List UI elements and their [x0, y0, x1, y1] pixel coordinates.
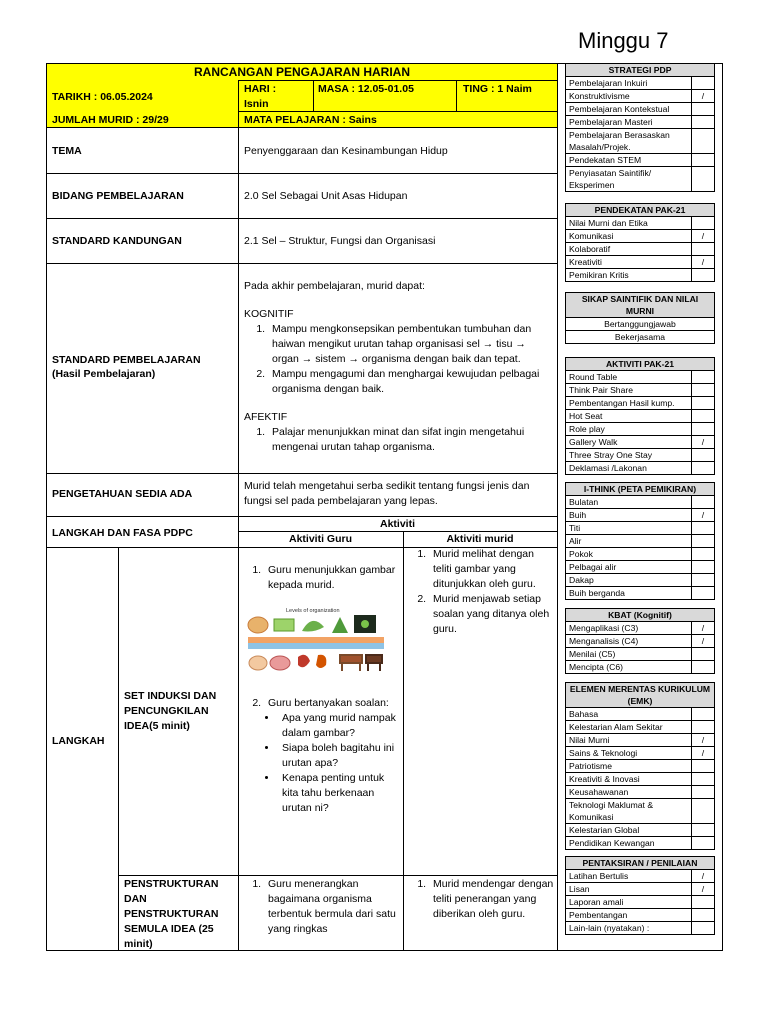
guru-question: • Apa yang murid nampak dalam gambar? — [278, 711, 400, 741]
checklist-row — [565, 436, 715, 449]
checklist-row — [565, 883, 715, 896]
checkbox-cell[interactable] — [692, 837, 714, 849]
panel-pentaksiran-penilaian — [565, 856, 715, 935]
checkbox-cell[interactable] — [692, 909, 714, 921]
checkbox-cell[interactable] — [692, 423, 714, 435]
checklist-label: Gallery Walk — [566, 436, 692, 448]
checkbox-cell[interactable] — [692, 721, 714, 733]
langkah-fasa-label: LANGKAH DAN FASA PDPC — [52, 527, 193, 539]
checkbox-cell[interactable]: / — [701, 437, 705, 447]
sp-kognitif: KOGNITIF — [244, 308, 294, 320]
checkbox-cell[interactable] — [692, 449, 714, 461]
checklist-row — [565, 622, 715, 635]
checklist-label: Buih berganda — [566, 587, 692, 599]
checklist-label: Pembentangan — [566, 909, 692, 921]
checklist-label: Penyiasatan Saintifik/ Eksperimen — [566, 167, 692, 191]
checklist-row — [565, 661, 715, 674]
sp-label-line2: (Hasil Pembelajaran) — [52, 368, 156, 380]
checklist-label: Dakap — [566, 574, 692, 586]
checklist-label: Kolaboratif — [566, 243, 692, 255]
langkah-label: LANGKAH — [52, 735, 105, 747]
checklist-row — [565, 909, 715, 922]
checklist-row — [565, 384, 715, 397]
sp-label-line1: STANDARD PEMBELAJARAN — [52, 354, 201, 366]
checklist-row — [565, 371, 715, 384]
standard-pembelajaran-content — [244, 279, 552, 455]
checklist-row — [565, 635, 715, 648]
guru-question: • Siapa boleh bagitahu ini urutan apa? — [278, 741, 400, 771]
checklist-label: Laporan amali — [566, 896, 692, 908]
checkbox-cell[interactable] — [692, 167, 714, 191]
checkbox-cell[interactable] — [692, 548, 714, 560]
checklist-label: Hot Seat — [566, 410, 692, 422]
murid-step: 2. Murid menjawab setiap soalan yang ditanya oleh guru. — [429, 592, 555, 637]
guru-set-step2 — [240, 696, 400, 816]
checkbox-cell[interactable] — [692, 760, 714, 772]
aktiviti-murid-label: Aktiviti murid — [446, 533, 514, 545]
panel-title: PENTAKSIRAN / PENILAIAN — [565, 856, 715, 870]
murid-step: 1. Murid melihat dengan teliti gambar yang ditunjukkan oleh guru. — [429, 547, 555, 592]
panel-title: KBAT (Kognitif) — [565, 608, 715, 622]
checkbox-cell[interactable] — [692, 773, 714, 785]
checkbox-cell[interactable] — [692, 587, 714, 599]
checklist-label: Pokok — [566, 548, 692, 560]
checkbox-cell[interactable] — [692, 648, 714, 660]
sp-afektif: AFEKTIF — [244, 411, 288, 423]
checklist-label: Mencipta (C6) — [566, 661, 692, 673]
checklist-row — [565, 462, 715, 475]
checkbox-cell[interactable] — [692, 708, 714, 720]
checkbox-cell[interactable]: / — [701, 510, 705, 520]
checklist-row — [565, 799, 715, 824]
murid-set — [405, 547, 555, 637]
checkbox-cell[interactable] — [692, 574, 714, 586]
standard-pembelajaran-label — [52, 353, 201, 381]
checklist-label: Sains & Teknologi — [566, 747, 692, 759]
penstrukturan-label: PENSTRUKTURAN DAN PENSTRUKTURAN SEMULA IDEA (25 minit) — [124, 878, 219, 950]
checklist-label: Role play — [566, 423, 692, 435]
checklist-row — [565, 116, 715, 129]
checkbox-cell[interactable] — [692, 522, 714, 534]
checkbox-cell[interactable]: / — [701, 884, 705, 894]
checklist-row — [565, 154, 715, 167]
checkbox-cell[interactable] — [692, 371, 714, 383]
checklist-label: Pembelajaran Berasaskan Masalah/Projek. — [566, 129, 692, 153]
checkbox-cell[interactable]: / — [701, 871, 705, 881]
mata-pelajaran: MATA PELAJARAN : Sains — [244, 114, 377, 126]
checklist-label: Titi — [566, 522, 692, 534]
panel-title: AKTIVITI PAK-21 — [565, 357, 715, 371]
checklist-label: Pembelajaran Kontekstual — [566, 103, 692, 115]
checkbox-cell[interactable]: / — [701, 623, 705, 633]
checklist-row — [565, 574, 715, 587]
checklist-row — [565, 548, 715, 561]
pengetahuan-value: Murid telah mengetahui serba sedikit tentang fungsi jenis dan fungsi sel pada pembelajaran yang lepas. — [244, 480, 530, 507]
checkbox-cell[interactable] — [692, 154, 714, 166]
checklist-row — [565, 922, 715, 935]
masa: MASA : 12.05-01.05 — [318, 83, 414, 95]
guru-step: 2. Guru bertanyakan soalan: — [264, 696, 400, 711]
week-label: Minggu 7 — [578, 28, 669, 53]
set-induksi-label: SET INDUKSI DAN PENCUNGKILAN IDEA(5 minit) — [124, 690, 217, 732]
sp-kognitif-item: 1. Mampu mengkonsepsikan pembentukan tumbuhan dan haiwan mengikut urutan tahap organisasi sel → tisu → organ → sistem → organisma dengan baik dan tepat. — [268, 322, 552, 367]
checklist-label: Keusahawanan — [566, 786, 692, 798]
panel-kbat-kognitif — [565, 608, 715, 674]
panel-sikap-saintifik-dan-nilai-murni — [565, 292, 715, 344]
checklist-label: Lisan — [566, 883, 692, 895]
checklist-row — [565, 535, 715, 548]
checklist-row — [565, 103, 715, 116]
panel-elemen-merentas-kurikulum-emk — [565, 682, 715, 850]
panel-title: SIKAP SAINTIFIK DAN NILAI MURNI — [565, 292, 715, 318]
checklist-label: Lain-lain (nyatakan) : — [566, 922, 692, 934]
guru-penstrukturan — [240, 877, 400, 937]
tema-label: TEMA — [52, 145, 82, 157]
checklist-label: Pelbagai alir — [566, 561, 692, 573]
checkbox-cell[interactable] — [692, 243, 714, 255]
checklist-row — [565, 509, 715, 522]
checkbox-cell[interactable] — [692, 129, 714, 153]
checkbox-cell[interactable] — [692, 77, 714, 89]
murid-step: 1. Murid mendengar dengan teliti penerangan yang diberikan oleh guru. — [429, 877, 555, 922]
checklist-label: Konstruktivisme — [566, 90, 692, 102]
checkbox-cell[interactable] — [692, 269, 714, 281]
pengetahuan-label: PENGETAHUAN SEDIA ADA — [52, 488, 193, 500]
checkbox-cell[interactable] — [692, 561, 714, 573]
checklist-row — [565, 318, 715, 331]
checklist-row — [565, 786, 715, 799]
checkbox-cell[interactable]: / — [701, 91, 705, 101]
checklist-row — [565, 522, 715, 535]
tema-value: Penyenggaraan dan Kesinambungan Hidup — [244, 145, 448, 157]
checkbox-cell[interactable] — [692, 397, 714, 409]
checkbox-cell[interactable] — [692, 799, 714, 823]
checklist-label: Pendidikan Kewangan — [566, 837, 692, 849]
checklist-label: Teknologi Maklumat & Komunikasi — [566, 799, 692, 823]
checklist-row — [565, 269, 715, 282]
checkbox-cell[interactable]: / — [701, 748, 705, 758]
plan-title: RANCANGAN PENGAJARAN HARIAN — [193, 65, 410, 79]
checklist-label: Menilai (C5) — [566, 648, 692, 660]
checklist-row — [565, 870, 715, 883]
checklist-label: Menganalisis (C4) — [566, 635, 692, 647]
checklist-label: Kelestarian Alam Sekitar — [566, 721, 692, 733]
panel-title: ELEMEN MERENTAS KURIKULUM (EMK) — [565, 682, 715, 708]
checklist-label: Think Pair Share — [566, 384, 692, 396]
checklist-label: Pembentangan Hasil kump. — [566, 397, 692, 409]
checklist-label: Pemikiran Kritis — [566, 269, 692, 281]
checkbox-cell[interactable] — [692, 116, 714, 128]
panel-strategi-pdp — [565, 63, 715, 192]
checklist-label: Bulatan — [566, 496, 692, 508]
checklist-row — [565, 747, 715, 760]
checklist-label: Nilai Murni dan Etika — [566, 217, 692, 229]
checklist-label: Bertanggungjawab — [604, 319, 676, 329]
checklist-row — [565, 648, 715, 661]
panel-i-think-peta-pemikiran — [565, 482, 715, 600]
checkbox-cell[interactable]: / — [701, 735, 705, 745]
panel-title: PENDEKATAN PAK-21 — [565, 203, 715, 217]
jumlah-murid: JUMLAH MURID : 29/29 — [52, 114, 169, 126]
checklist-row — [565, 760, 715, 773]
checkbox-cell[interactable] — [692, 922, 714, 934]
checkbox-cell[interactable] — [692, 103, 714, 115]
image-title: Levels of organization — [286, 608, 340, 614]
checklist-label: Mengaplikasi (C3) — [566, 622, 692, 634]
tarikh: TARIKH : 06.05.2024 — [52, 91, 153, 103]
sp-kognitif-item: 2. Mampu mengagumi dan menghargai kewujudan pelbagai organisma dengan baik. — [268, 367, 552, 397]
ting: TING : 1 Naim — [463, 83, 532, 95]
guru-step: 1. Guru menerangkan bagaimana organisma terbentuk bermula dari satu yang ringkas — [264, 877, 400, 937]
standard-kandungan-value: 2.1 Sel – Struktur, Fungsi dan Organisasi — [244, 235, 436, 247]
checkbox-cell[interactable]: / — [701, 231, 705, 241]
checkbox-cell[interactable] — [692, 786, 714, 798]
checklist-label: Kelestarian Global — [566, 824, 692, 836]
checklist-row — [565, 397, 715, 410]
aktiviti-guru-label: Aktiviti Guru — [288, 533, 352, 545]
checklist-row — [565, 837, 715, 850]
bidang-label: BIDANG PEMBELAJARAN — [52, 190, 184, 202]
checklist-row — [565, 824, 715, 837]
checklist-row — [565, 708, 715, 721]
checklist-label: Pendekatan STEM — [566, 154, 692, 166]
checklist-row — [565, 449, 715, 462]
panel-title: STRATEGI PDP — [565, 63, 715, 77]
checklist-row — [565, 129, 715, 154]
checklist-label: Pembelajaran Masteri — [566, 116, 692, 128]
standard-kandungan-label: STANDARD KANDUNGAN — [52, 235, 182, 247]
murid-penstrukturan — [405, 877, 555, 922]
checklist-label: Bekerjasama — [614, 332, 666, 342]
checklist-label: Nilai Murni — [566, 734, 692, 746]
hari-label: HARI : — [244, 83, 277, 95]
checklist-row — [565, 721, 715, 734]
checkbox-cell[interactable] — [692, 217, 714, 229]
guru-question: • Kenapa penting untuk kita tahu berkenaan urutan ni? — [278, 771, 400, 816]
panel-aktiviti-pak-21 — [565, 357, 715, 475]
checklist-row — [565, 423, 715, 436]
aktiviti-label: Aktiviti — [379, 518, 415, 530]
checklist-row — [565, 410, 715, 423]
checklist-row — [565, 77, 715, 90]
checkbox-cell[interactable] — [692, 824, 714, 836]
panel-title: I-THINK (PETA PEMIKIRAN) — [565, 482, 715, 496]
checklist-row — [565, 331, 715, 344]
checklist-label: Three Stray One Stay — [566, 449, 692, 461]
sp-intro: Pada akhir pembelajaran, murid dapat: — [244, 280, 425, 292]
checklist-row — [565, 773, 715, 786]
hari-value: Isnin — [244, 98, 269, 110]
organization-diagram-icon — [244, 605, 389, 677]
checkbox-cell[interactable]: / — [701, 257, 705, 267]
checklist-row — [565, 896, 715, 909]
checklist-label: Kreativiti — [566, 256, 692, 268]
checklist-row — [565, 587, 715, 600]
guru-step: 1. Guru menunjukkan gambar kepada murid. — [264, 563, 400, 593]
checklist-row — [565, 217, 715, 230]
checklist-label: Buih — [566, 509, 692, 521]
checklist-label: Patriotisme — [566, 760, 692, 772]
sp-afektif-item: 1. Palajar menunjukkan minat dan sifat ingin mengetahui mengenai urutan tahap organisma. — [268, 425, 552, 455]
checkbox-cell[interactable] — [692, 410, 714, 422]
checkbox-cell[interactable] — [692, 535, 714, 547]
checkbox-cell[interactable] — [692, 462, 714, 474]
checklist-row — [565, 167, 715, 192]
bidang-value: 2.0 Sel Sebagai Unit Asas Hidupan — [244, 190, 408, 202]
checkbox-cell[interactable] — [692, 496, 714, 508]
checklist-label: Kreativiti & Inovasi — [566, 773, 692, 785]
checklist-label: Round Table — [566, 371, 692, 383]
checkbox-cell[interactable] — [692, 661, 714, 673]
checklist-row — [565, 734, 715, 747]
checklist-row — [565, 496, 715, 509]
checklist-label: Pembelajaran Inkuiri — [566, 77, 692, 89]
checklist-row — [565, 90, 715, 103]
checkbox-cell[interactable]: / — [701, 636, 705, 646]
checklist-label: Latihan Bertulis — [566, 870, 692, 882]
checklist-row — [565, 230, 715, 243]
checklist-row — [565, 243, 715, 256]
checklist-label: Alir — [566, 535, 692, 547]
guru-set-step1 — [240, 563, 400, 593]
checklist-label: Bahasa — [566, 708, 692, 720]
checklist-row — [565, 256, 715, 269]
checklist-label: Deklamasi /Lakonan — [566, 462, 692, 474]
checkbox-cell[interactable] — [692, 896, 714, 908]
panel-pendekatan-pak-21 — [565, 203, 715, 282]
checklist-row — [565, 561, 715, 574]
levels-of-organization-image — [244, 605, 389, 677]
checkbox-cell[interactable] — [692, 384, 714, 396]
checklist-label: Komunikasi — [566, 230, 692, 242]
